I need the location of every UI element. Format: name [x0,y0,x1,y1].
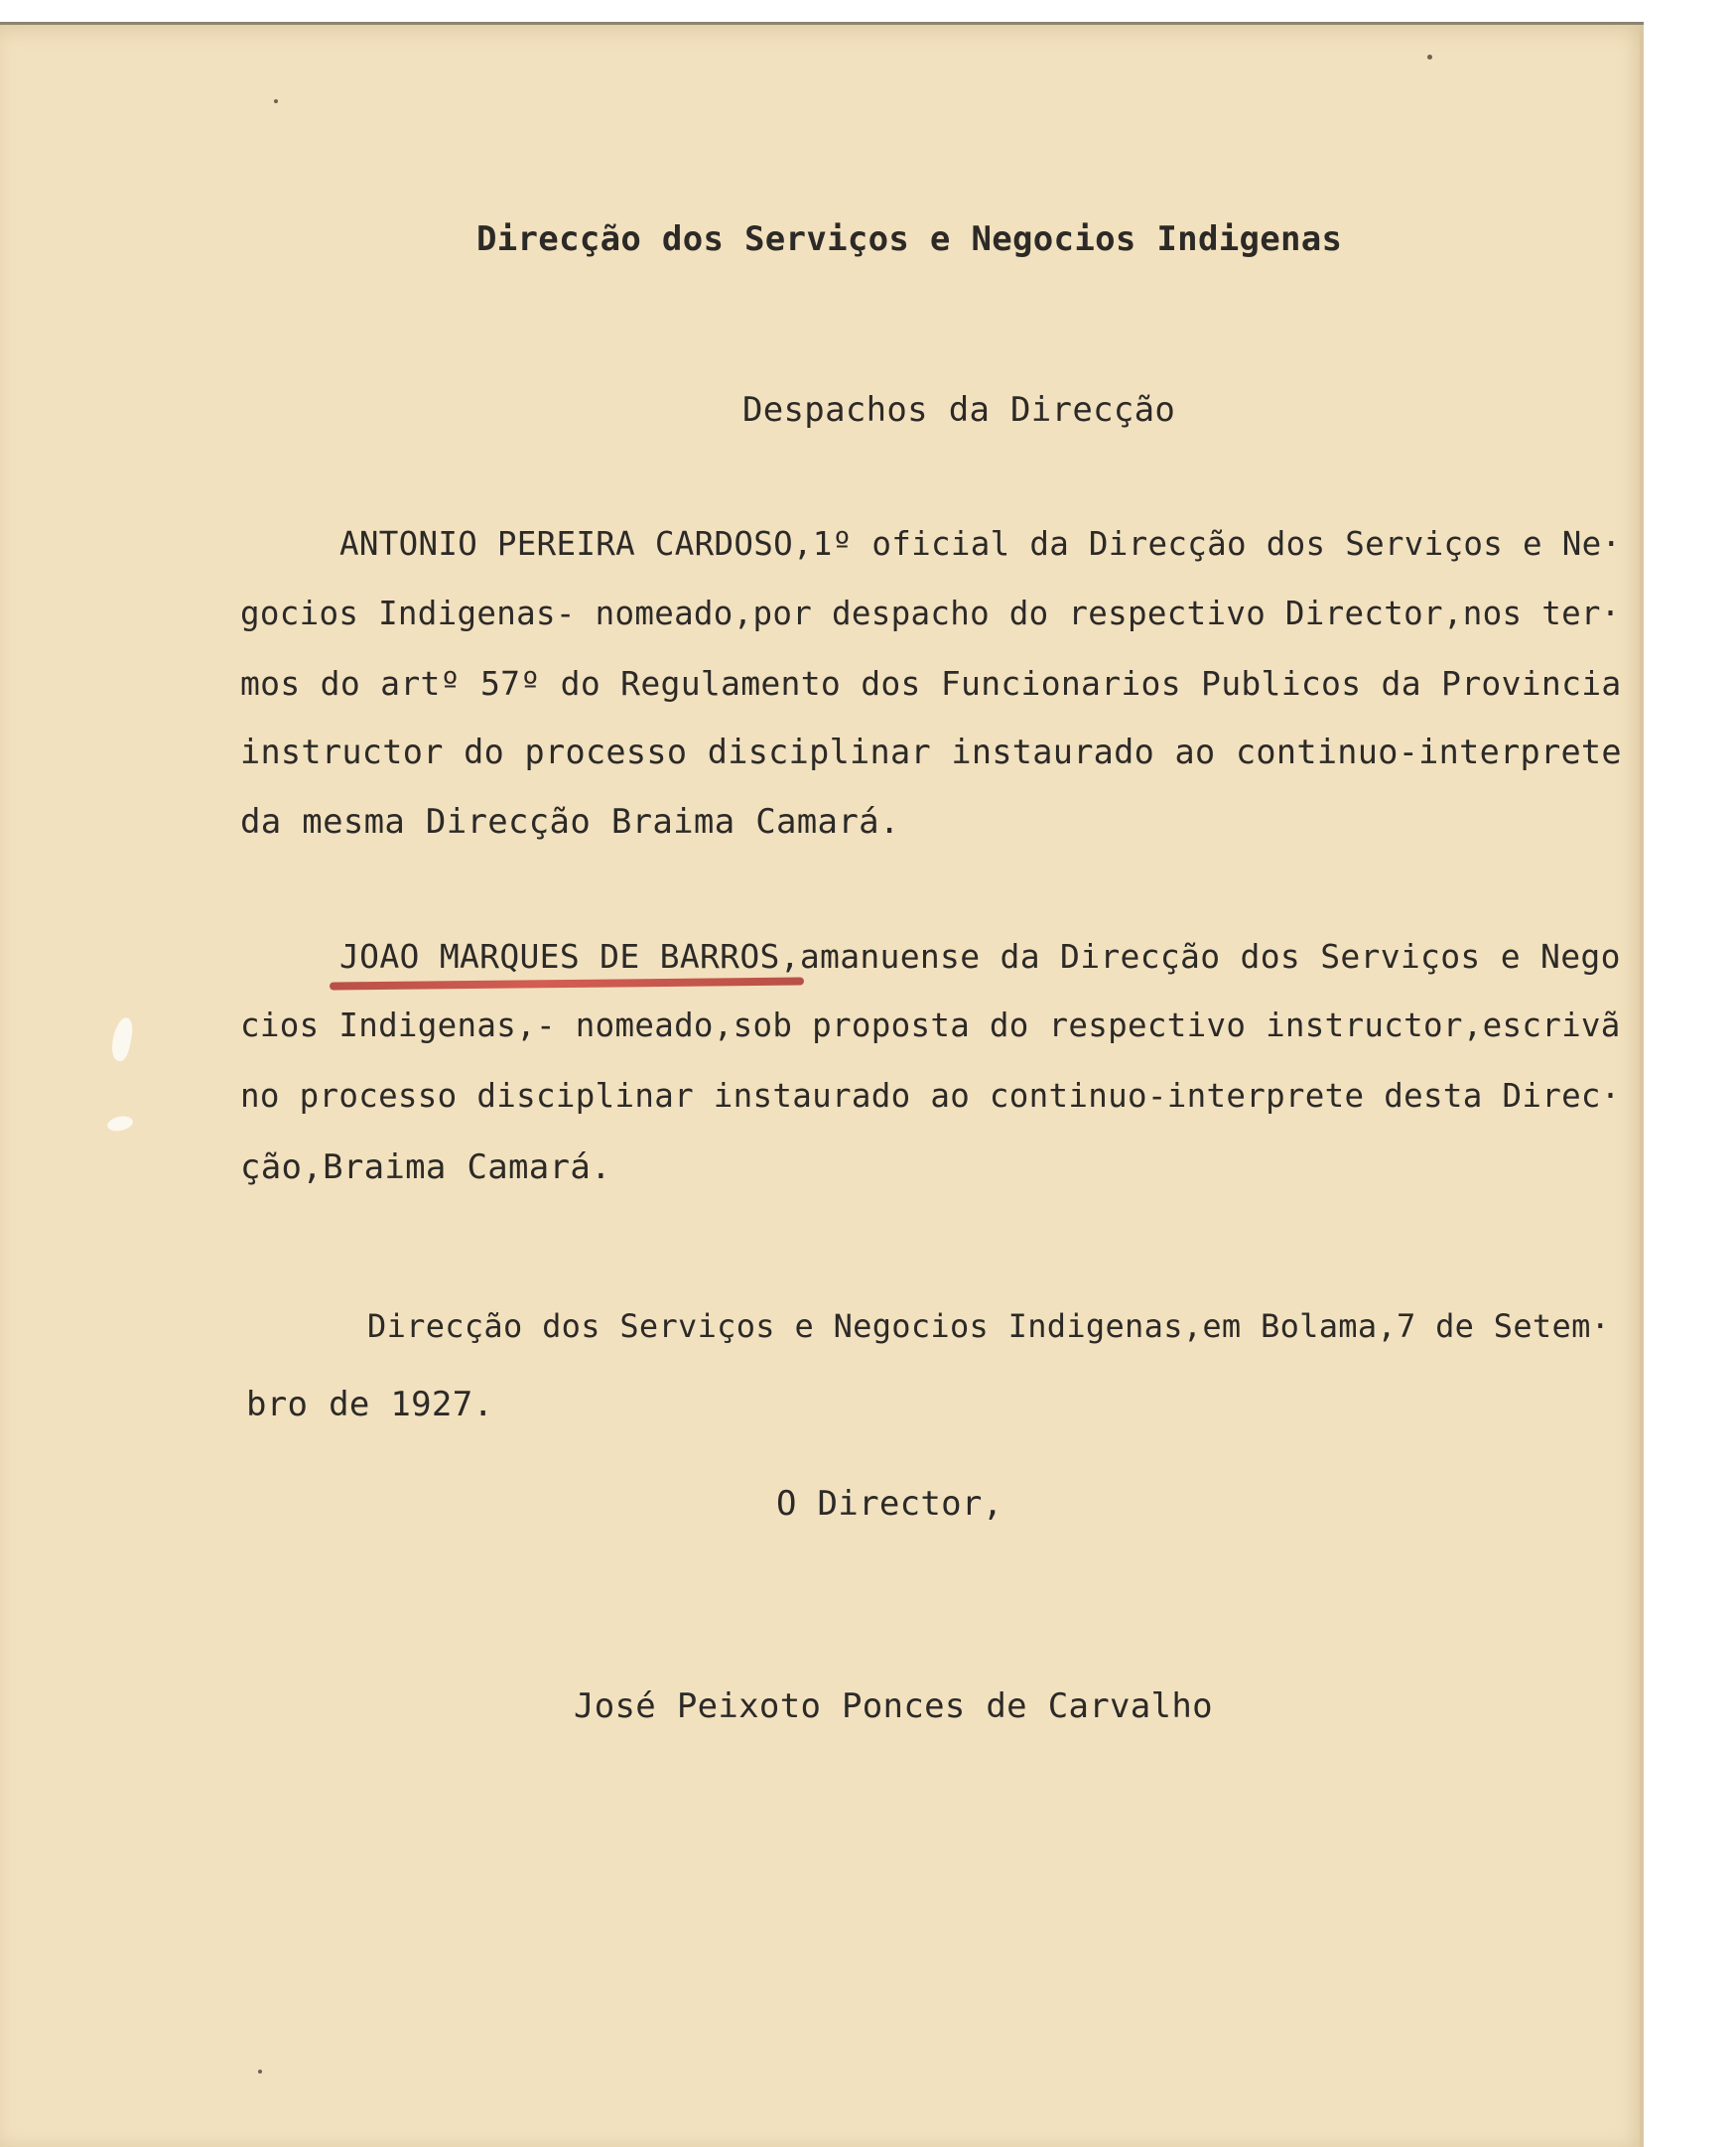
closing-line-2: bro de 1927. [246,1385,494,1424]
paragraph-1-line-3: mos do artº 57º do Regulamento dos Funcionarios Publicos da Provincia [240,664,1622,703]
paragraph-2-line-1: JOAO MARQUES DE BARROS,amanuense da Direcção dos Serviços e Nego [339,937,1621,976]
signature-role: O Director, [776,1484,1003,1524]
paragraph-1-line-5: da mesma Direcção Braima Camará. [240,802,900,842]
closing-line-1: Direcção dos Serviços e Negocios Indigenas,em Bolama,7 de Setem· [367,1307,1611,1345]
paragraph-1-line-2: gocios Indigenas- nomeado,por despacho do respectivo Director,nos ter· [240,595,1621,632]
document-subtitle: Despachos da Direcção [742,390,1176,430]
paragraph-2-line-4: ção,Braima Camará. [240,1147,611,1187]
paragraph-1-line-1: ANTONIO PEREIRA CARDOSO,1º oficial da Direcção dos Serviços e Ne· [339,525,1622,563]
document-title: Direcção dos Serviços e Negocios Indigenas [476,219,1343,259]
torn-edge-mark [106,1114,134,1133]
paper-speck [258,2070,262,2074]
paragraph-1-line-4: instructor do processo disciplinar instaurado ao continuo-interprete [240,733,1622,771]
paragraph-2-line-3: no processo disciplinar instaurado ao continuo-interprete desta Direc· [240,1077,1621,1115]
signature-name: José Peixoto Ponces de Carvalho [574,1686,1213,1726]
paper-speck [1427,55,1432,60]
paper-speck [274,99,278,103]
paragraph-2-line-2: cios Indigenas,- nomeado,sob proposta do respectivo instructor,escrivã [240,1006,1621,1044]
torn-edge-mark [109,1016,136,1063]
